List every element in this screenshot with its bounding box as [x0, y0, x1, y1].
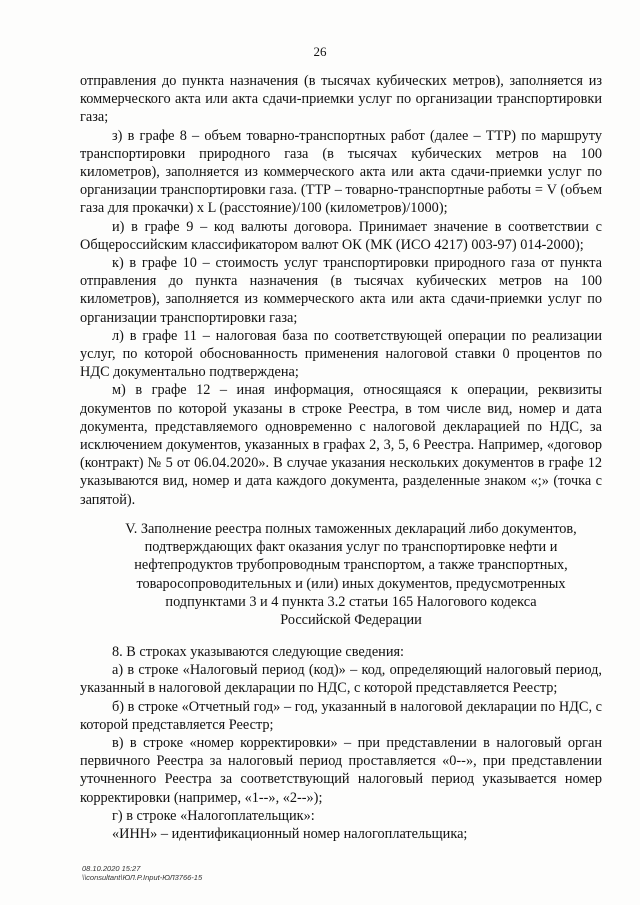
footer-timestamp: 08.10.2020 15:27 — [82, 864, 141, 873]
paragraph-a: а) в строке «Налоговый период (код)» – код, определяющий налоговый период, указанный в налоговой декларации по НДС, с которой представляется Реестр; — [80, 662, 602, 697]
paragraph-g: г) в строке «Налогоплательщик»: — [112, 807, 315, 824]
paragraph-b: б) в строке «Отчетный год» – год, указанный в налоговой декларации по НДС, с которой представляется Реестр; — [80, 698, 602, 733]
paragraph-i: и) в графе 9 – код валюты договора. Принимает значение в соответствии с Общероссийским классификатором валют ОК (МК (ИСО 4217) 003-97) 014-2000); — [80, 218, 602, 253]
paragraph-m: м) в графе 12 – иная информация, относящаяся к операции, реквизиты документов по которой указаны в строке Реестра, в том числе вид, номер и дата документа, представляемого одновременно с налоговой декларацией по НДС, за исключением документов, указанных в графах 2, 3, 5, 6 Реестра. Например, «договор (контракт) № 5 от 06.04.2020». В случае указания нескольких документов в графе 12 указываются вид, номер и дата каждого документа, разделенные знаком «;» (точка с запятой). — [80, 382, 602, 508]
body-text-section-2 — [80, 643, 602, 843]
section-heading-line: нефтепродуктов трубопроводным транспортом, а также транспортных, — [134, 557, 568, 574]
paragraph-z: з) в графе 8 – объем товарно-транспортных работ (далее – ТТР) по маршруту транспортировки природного газа (в тысячах кубических метров на 100 километров), заполняется из коммерческого акта или акта сдачи-приемки услуг по организации транспортировки газа. (ТТР – товарно-транспортные работы = V (объем газа для прокачки) x L (расстояние)/100 (километров)/1000); — [80, 127, 602, 217]
section-heading-line: Российской Федерации — [280, 612, 422, 629]
paragraph-8: 8. В строках указываются следующие сведения: — [112, 644, 405, 660]
paragraph-k: к) в графе 10 – стоимость услуг транспортировки природного газа от пункта отправления до пункта назначения (в тысячах кубических метров на 100 километров), заполняется из коммерческого акта или акта сдачи-приемки услуг по организации транспортировки газа; — [80, 255, 602, 326]
paragraph-l: л) в графе 11 – налоговая база по соответствующей операции по реализации услуг, по которой обоснованность применения налоговой ставки 0 процентов по НДС документально подтверждена; — [80, 327, 602, 381]
document-footer — [82, 864, 382, 882]
section-heading-line: подтверждающих факт оказания услуг по транспортировке нефти и — [144, 539, 558, 556]
page-number: 26 — [313, 44, 327, 59]
paragraph-inn: «ИНН» – идентификационный номер налогоплательщика; — [112, 826, 468, 843]
footer-file-path: \\consultant\ЮЛ.P.Input-ЮЛ3766-15 — [82, 873, 203, 882]
paragraph-continuation: отправления до пункта назначения (в тысячах кубических метров), заполняется из коммерческого акта или акта сдачи-приемки услуг по организации транспортировки газа; — [80, 73, 602, 126]
paragraph-v: в) в строке «номер корректировки» – при представлении в налоговый орган первичного Реестра за налоговый период проставляется «0--», при представлении уточненного Реестра за соответствующий налоговый период указывается номер корректировки (например, «1--», «2--»); — [80, 735, 602, 806]
body-text-section-1 — [80, 72, 602, 509]
section-heading-line: V. Заполнение реестра полных таможенных деклараций либо документов, — [125, 521, 577, 537]
section-heading-line: подпунктами 3 и 4 пункта 3.2 статьи 165 Налогового кодекса — [165, 593, 537, 610]
section-heading — [96, 520, 606, 629]
section-heading-line: товаросопроводительных и (или) иных документов, предусмотренных — [136, 575, 566, 592]
